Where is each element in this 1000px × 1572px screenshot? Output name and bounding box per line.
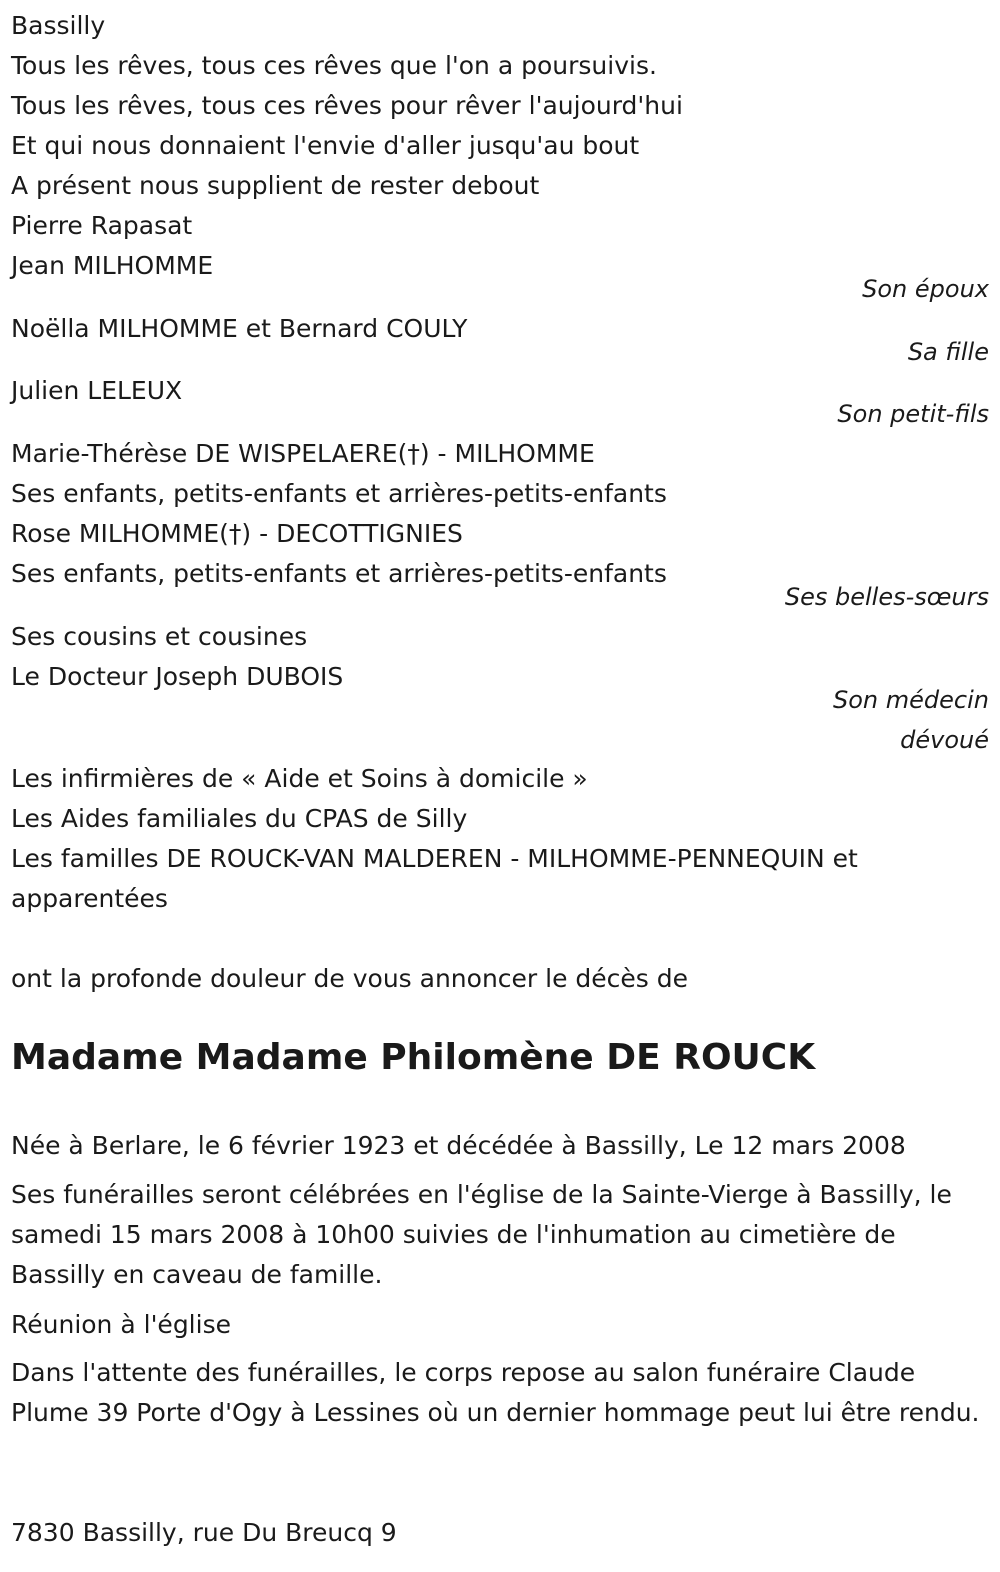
daughter-name: Noëlla MILHOMME et Bernard COULY	[11, 314, 468, 343]
poem-line: A présent nous supplient de rester debout	[11, 171, 540, 200]
sisters-in-law-role: Ses belles-sœurs	[784, 583, 989, 611]
doctor-role-continued: dévoué	[900, 726, 989, 754]
sister-in-law-name: Rose MILHOMME(†) - DECOTTIGNIES	[11, 519, 463, 548]
sister-in-law-name: Marie-Thérèse DE WISPELAERE(†) - MILHOMME	[11, 439, 595, 468]
birth-death-dates: Née à Berlare, le 6 février 1923 et décédée à Bassilly, Le 12 mars 2008	[11, 1131, 906, 1160]
daughter-role: Sa fille	[907, 338, 989, 366]
poem-line: Et qui nous donnaient l'envie d'aller jusqu'au bout	[11, 131, 640, 160]
announcement-intro: ont la profonde douleur de vous annoncer le décès de	[11, 964, 689, 993]
spouse-role: Son époux	[862, 275, 989, 303]
sister-in-law-family: Ses enfants, petits-enfants et arrières-petits-enfants	[11, 479, 667, 508]
grandson-role: Son petit-fils	[837, 400, 989, 428]
viewing-details: Dans l'attente des funérailles, le corps repose au salon funéraire Claude Plume 39 Porte d'Ogy à Lessines où un dernier hommage peut lui être rendu.	[11, 1358, 980, 1427]
poem-author: Pierre Rapasat	[11, 211, 193, 240]
doctor-name: Le Docteur Joseph DUBOIS	[11, 662, 344, 691]
sister-in-law-family: Ses enfants, petits-enfants et arrières-petits-enfants	[11, 559, 667, 588]
grandson-name: Julien LELEUX	[11, 376, 183, 405]
deceased-name: Madame Madame Philomène DE ROUCK	[11, 1037, 816, 1078]
poem-line: Tous les rêves, tous ces rêves pour rêver l'aujourd'hui	[11, 91, 683, 120]
families: Les familles DE ROUCK-VAN MALDEREN - MILHOMME-PENNEQUIN et apparentées	[11, 844, 858, 913]
funeral-details: Ses funérailles seront célébrées en l'église de la Sainte-Vierge à Bassilly, le samedi 15 mars 2008 à 10h00 suivies de l'inhumation au cimetière de Bassilly en caveau de famille.	[11, 1180, 952, 1289]
cousins: Ses cousins et cousines	[11, 622, 308, 651]
spouse-name: Jean MILHOMME	[11, 251, 214, 280]
meeting-place: Réunion à l'église	[11, 1310, 231, 1339]
address: 7830 Bassilly, rue Du Breucq 9	[11, 1518, 397, 1547]
poem-line: Tous les rêves, tous ces rêves que l'on a poursuivis.	[11, 51, 657, 80]
family-aides: Les Aides familiales du CPAS de Silly	[11, 804, 468, 833]
doctor-role: Son médecin	[833, 686, 989, 714]
nurses: Les infirmières de « Aide et Soins à domicile »	[11, 764, 588, 793]
place-name: Bassilly	[11, 11, 106, 40]
